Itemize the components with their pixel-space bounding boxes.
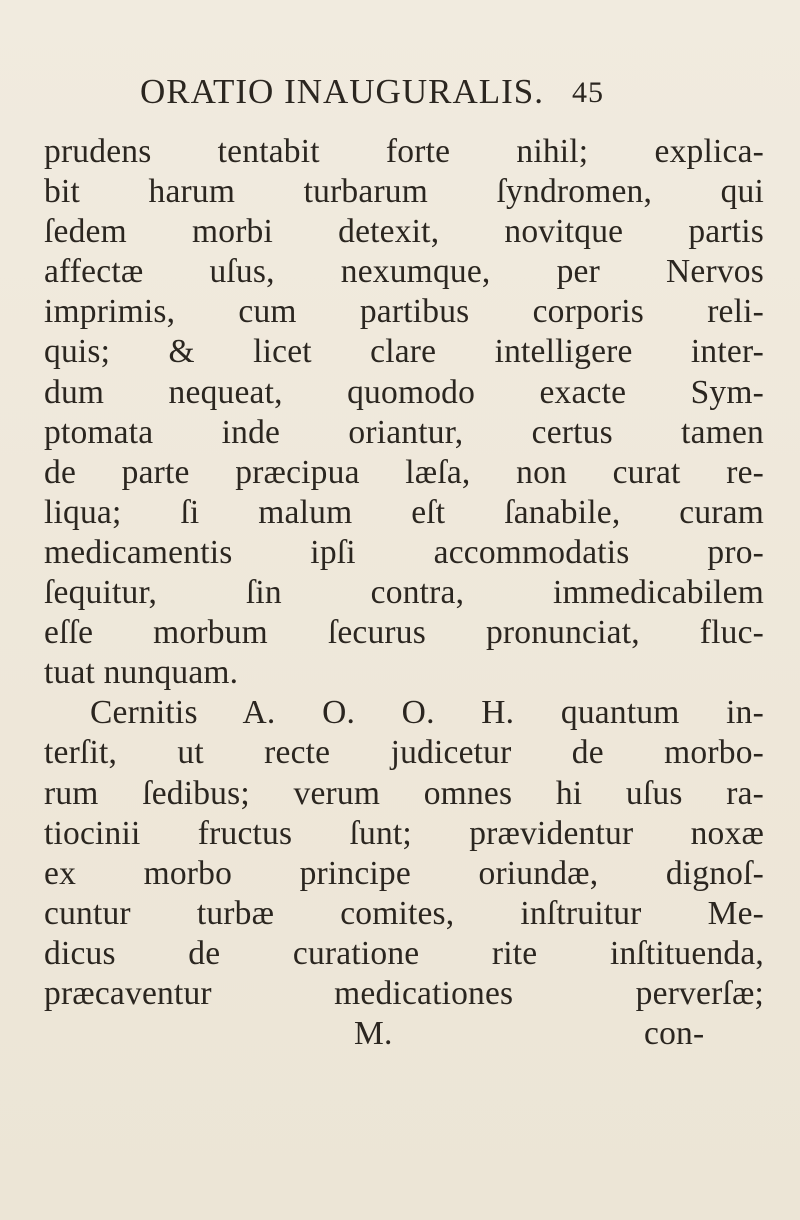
text-line: dicus de curatione rite inſtituenda, [44, 934, 764, 972]
running-head [140, 72, 740, 116]
text-line: quis; & licet clare intelligere inter- [44, 333, 764, 371]
catchword: con- [644, 1015, 705, 1053]
running-title: ORATIO INAUGURALIS. [140, 72, 544, 111]
body-text [44, 132, 764, 1054]
direction-line [44, 1014, 764, 1054]
text-line: eſſe morbum ſecurus pronunciat, fluc- [44, 614, 764, 652]
text-line: medicamentis ipſi accommodatis pro- [44, 533, 764, 571]
text-line: ex morbo principe oriundæ, dignoſ- [44, 854, 764, 892]
text-line: terſit, ut recte judicetur de morbo- [44, 734, 764, 772]
text-line: cuntur turbæ comites, inſtruitur Me- [44, 894, 764, 932]
text-line: de parte præcipua læſa, non curat re- [44, 453, 764, 491]
text-line: tuat nunquam. [44, 654, 239, 692]
text-line: affectæ uſus, nexumque, per Nervos [44, 253, 764, 291]
text-line: ſequitur, ſin contra, immedicabilem [44, 574, 764, 612]
text-line: dum nequeat, quomodo exacte Sym- [44, 373, 764, 411]
text-line: bit harum turbarum ſyndromen, qui [44, 173, 764, 211]
signature-mark: M. [354, 1015, 393, 1053]
text-line: præcaventur medicationes perverſæ; [44, 974, 764, 1012]
text-line: ptomata inde oriantur, certus tamen [44, 413, 764, 451]
text-line: prudens tentabit forte nihil; explica- [44, 133, 764, 170]
text-line: imprimis, cum partibus corporis reli- [44, 293, 764, 331]
text-line: tiocinii fructus ſunt; prævidentur noxæ [44, 814, 764, 852]
paragraph-start-line: Cernitis A. O. O. H. quantum in- [90, 694, 764, 732]
text-line: liqua; ſi malum eſt ſanabile, curam [44, 493, 764, 531]
text-line: rum ſedibus; verum omnes hi uſus ra- [44, 774, 764, 812]
page-number: 45 [572, 76, 604, 109]
text-line: ſedem morbi detexit, novitque partis [44, 213, 764, 251]
